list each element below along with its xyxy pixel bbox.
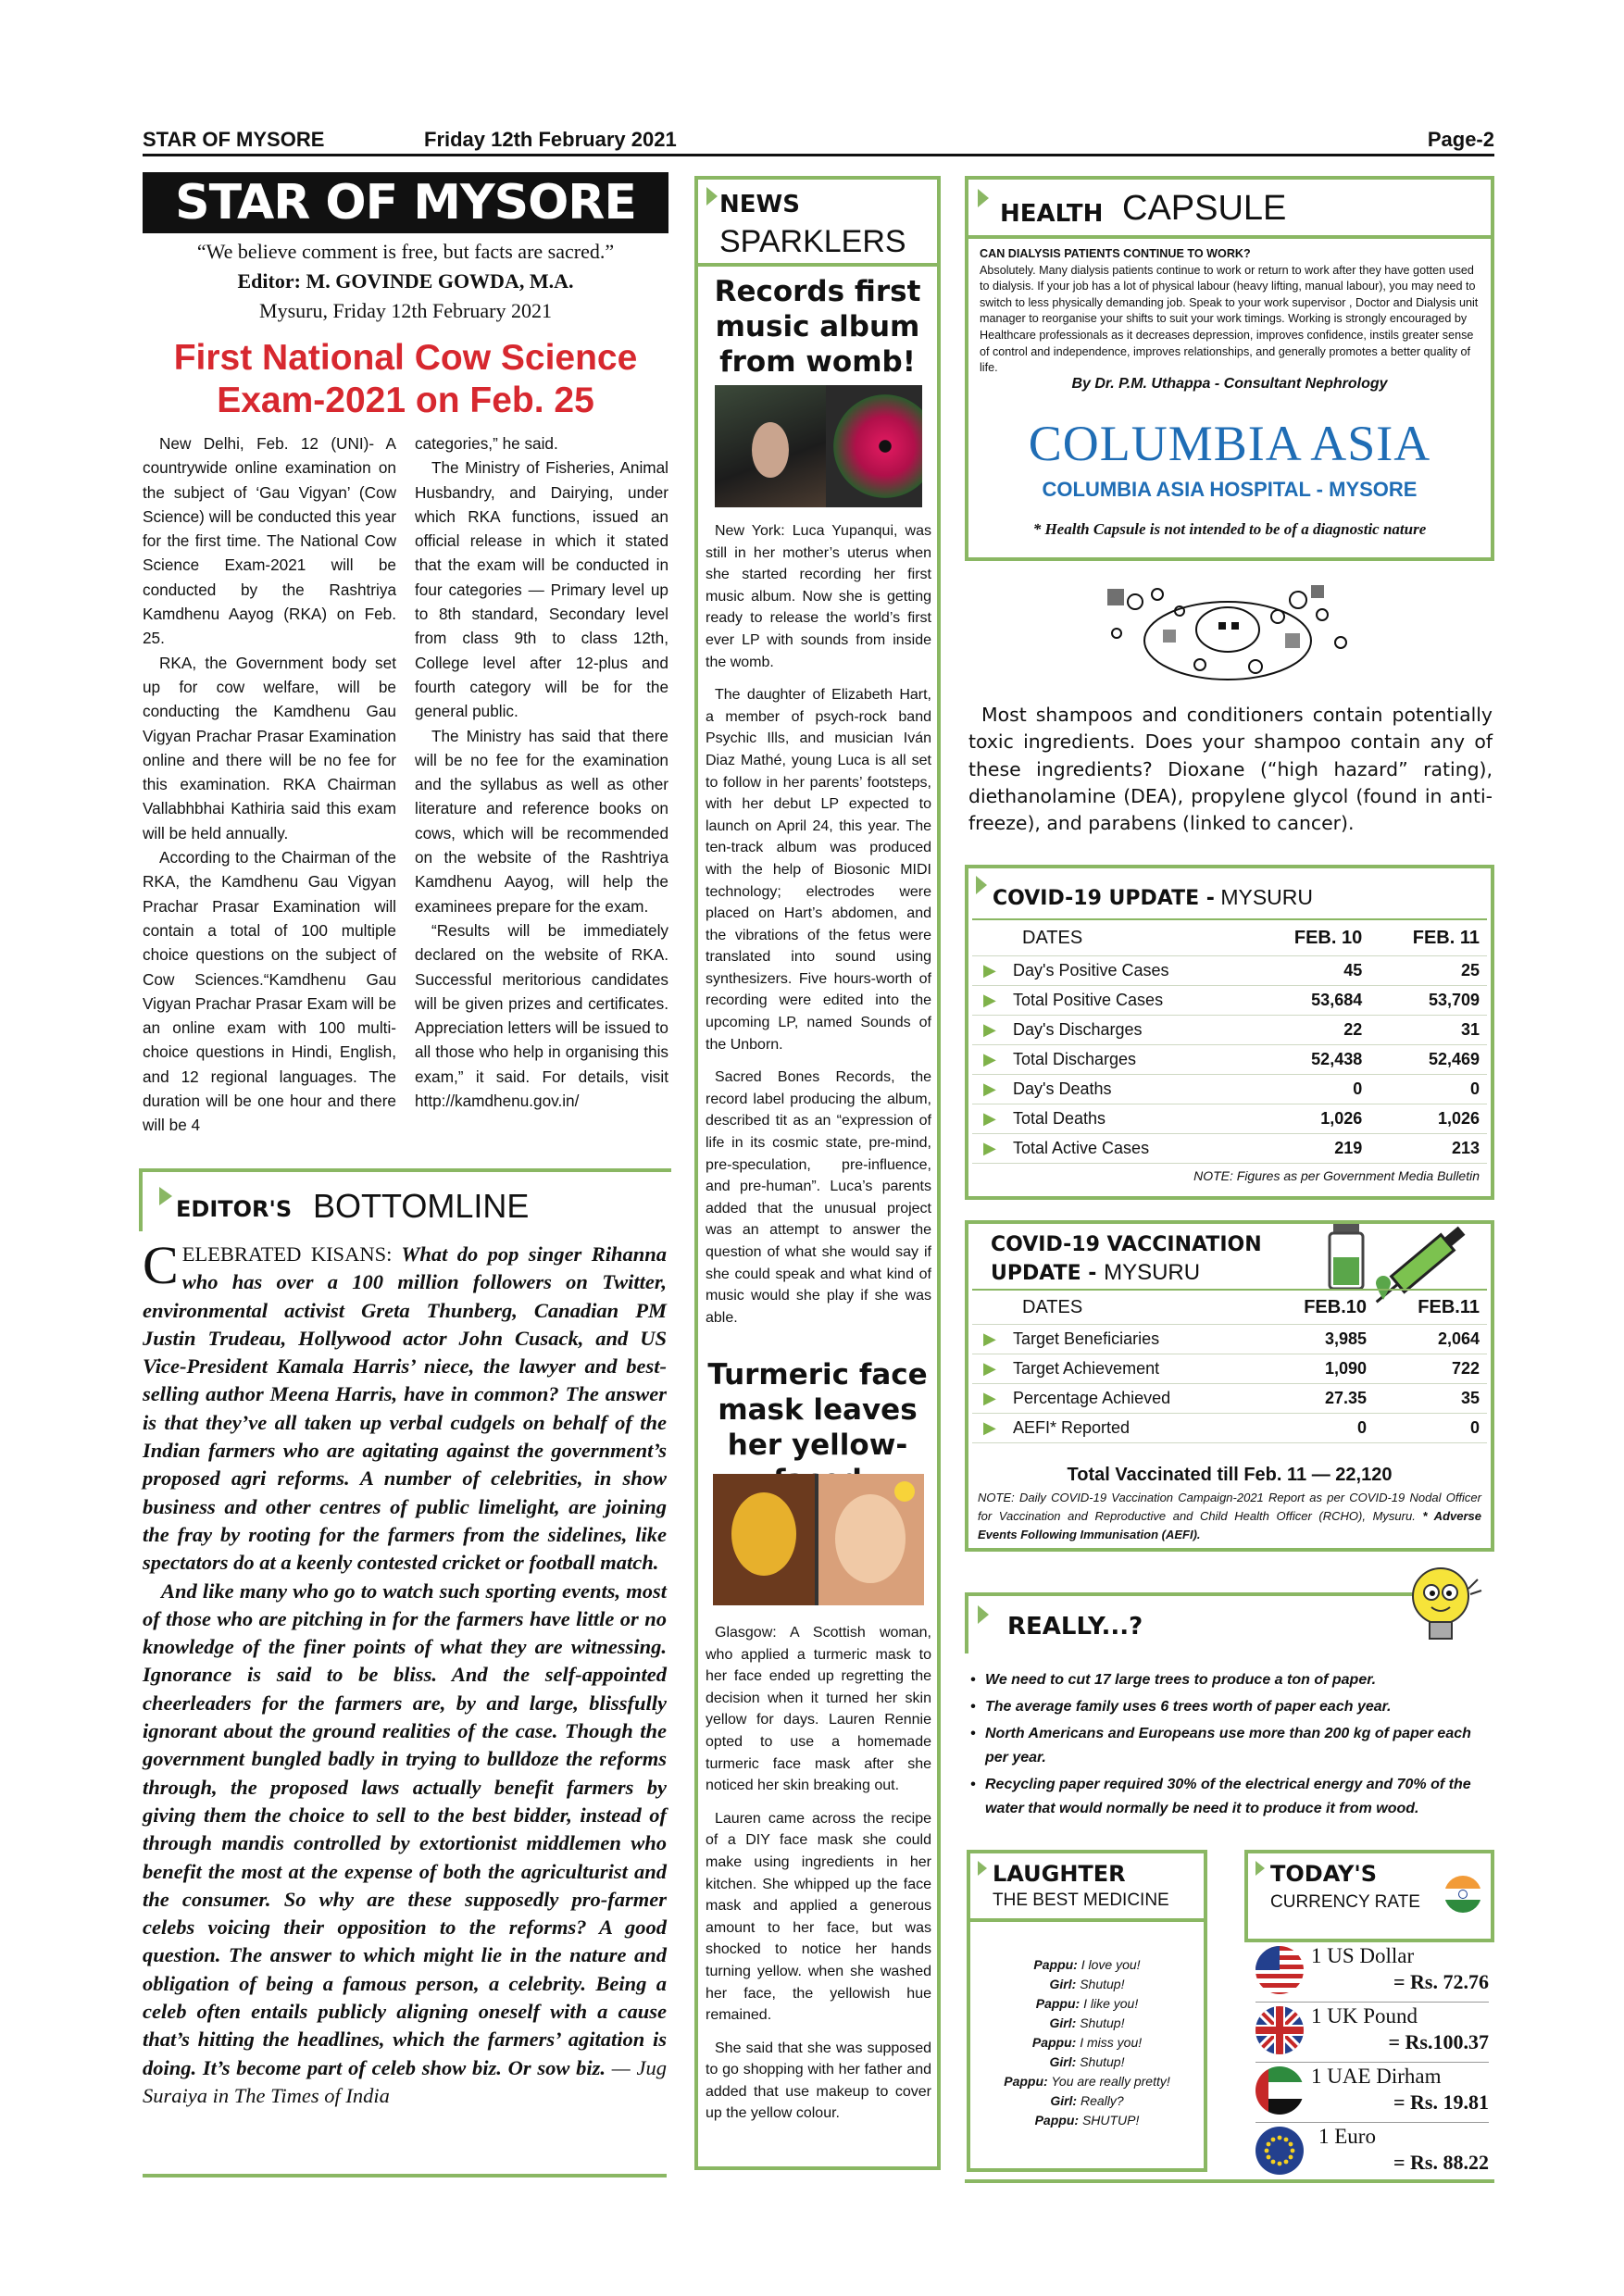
arrow-icon: ▶ — [972, 956, 1006, 986]
list-item: • Recycling paper required 30% of the electrical energy and 70% of the water that would normally be need it to produce it from wood. — [967, 1773, 1493, 1821]
vaccination-note — [978, 1489, 1481, 1544]
arrow-icon — [706, 187, 718, 206]
currency-row — [1255, 2002, 1489, 2062]
health-byline: By Dr. P.M. Uthappa - Consultant Nephrology — [1071, 376, 1388, 392]
speaker: Pappu: — [1033, 1957, 1078, 1972]
cell: 52,469 — [1369, 1045, 1487, 1075]
masthead-dateline: Mysuru, Friday 12th February 2021 — [259, 299, 552, 322]
paragraph: According to the Chairman of the RKA, the Kamdhenu Gau Vigyan Prachar Prasar Examination will contain a total of 100 multiple choice questions on the subject of Cow Sciences.“Kamdhenu Gau Vigyan Prachar Prasar Exam will be an online exam with 100 multi-choice questions in Hindi, English, and 12 regional languages. The duration will be one hour and there will be 4 — [143, 848, 396, 1135]
row-label: Target Beneficiaries — [1006, 1325, 1259, 1354]
paragraph: New York: Luca Yupanqui, was still in her mother’s uterus when she started recording her first music album. Now she is getting ready to release the world’s first ever LP with sounds from inside the womb. — [706, 523, 931, 670]
really-title: REALLY...? — [1007, 1613, 1143, 1641]
vaccination-note-text: NOTE: Daily COVID-19 Vaccination Campaign-2021 Report as per COVID-19 Nodal Officer for Vaccination and Reproductive and Child Health Officer (RCHO), Mysuru. — [978, 1491, 1481, 1523]
shampoo-bubbles-illustration — [1080, 574, 1376, 694]
arrow-icon — [978, 189, 989, 207]
line: Really? — [1080, 2093, 1124, 2108]
arrow-icon — [1255, 1861, 1265, 1876]
vaccination-total: Total Vaccinated till Feb. 11 — 22,120 — [1067, 1465, 1393, 1485]
health-label-bold: HEALTH — [1000, 200, 1104, 228]
uae-flag-icon — [1255, 2066, 1304, 2115]
cell: 53,684 — [1251, 986, 1369, 1016]
india-flag-icon — [1444, 1876, 1481, 1913]
laughter-title: LAUGHTER — [993, 1861, 1126, 1887]
speaker: Girl: — [1049, 1977, 1077, 1991]
column-header: DATES — [972, 1290, 1259, 1325]
editorial-body: And like many who go to watch such sporting events, most of those who are pitching in for the farmers have little or no knowledge of the finer points of what they are witnessing. Ignorance is said to be bliss. And the self-appointed cheerleaders for the farmers are, by and large, blissfully ignorant about the ground realities of the case. Though the government bungled badly in trying to bulldoze the reforms through, the proposed laws actually benefit farmers by giving them the choice to sell to the best bidder, instead of through mandis controlled by extortionist middlemen who benefit the most at the expense of both the agriculturist and the consumer. So why are these supposedly pro-farmer celebs voicing their opposition to the reforms? A good question. The answer to which might lie in the nature and obligation of being a famous person, a celebrity. Being a celeb often entails publicly aligning oneself with a cause that’s hitting the headlines, which the farmers’ agitation is doing. It’s become part of celeb show biz. Or sow biz. — [143, 1578, 667, 2079]
row-label: Day's Deaths — [1006, 1075, 1251, 1104]
laughter-subtitle: THE BEST MEDICINE — [993, 1890, 1169, 1910]
vaccination-title — [991, 1231, 1262, 1288]
speaker: Girl: — [1049, 2015, 1077, 2030]
cell: 27.35 — [1259, 1384, 1374, 1414]
story1-body — [706, 520, 931, 1340]
row-label: Total Active Cases — [1006, 1134, 1251, 1164]
covid-title — [993, 885, 1313, 910]
lightbulb-mascot-icon — [1396, 1561, 1489, 1653]
editorial-credit: — Jug Suraiya in The Times of India — [143, 2055, 667, 2107]
eu-flag-icon — [1255, 2127, 1304, 2175]
paragraph: The Ministry of Fisheries, Animal Husbandry, and Dairying, under which RKA functions, issued an official release in which it stated that the exam will be conducted in four categories — Primary level up to 8th standard, Secondary level from class 9th to class 12th, College level after 12-plus and fourth category will be for the general public. — [415, 458, 668, 721]
paragraph: The Ministry has said that there will be no fee for the examination and the syllabus as well as other literature and reference books on cows, which will be recommended on the website of the Rashtriya Kamdhenu Aayog, will help the examinees prepare for the exam. — [415, 726, 668, 916]
covid-title-city: MYSURU — [1220, 885, 1313, 909]
row-label: Total Positive Cases — [1006, 986, 1251, 1016]
arrow-icon — [976, 876, 987, 894]
joke-text — [970, 1955, 1204, 2130]
cell: 2,064 — [1374, 1325, 1487, 1354]
masthead-editor: Editor: M. GOVINDE GOWDA, M.A. — [237, 269, 574, 293]
divider — [967, 1918, 1207, 1922]
paragraph: She said that she was supposed to go shopping with her father and added that use makeup to cover up the yellow colour. — [706, 2040, 931, 2122]
row-label: Day's Positive Cases — [1006, 956, 1251, 986]
cell: 31 — [1369, 1016, 1487, 1045]
emoji-icon — [894, 1481, 915, 1502]
arrow-icon: ▶ — [972, 1104, 1006, 1134]
speaker: Pappu: — [1035, 1996, 1081, 2011]
news-label-bold: NEWS — [719, 191, 800, 218]
currency-unit: 1 UAE Dirham — [1311, 2065, 1442, 2088]
table-row — [972, 1354, 1487, 1384]
cell: 1,090 — [1259, 1354, 1374, 1384]
arrow-icon: ▶ — [972, 986, 1006, 1016]
headline-line-1: First National Cow Science — [173, 338, 638, 378]
covid-note: NOTE: Figures as per Government Media Bulletin — [1193, 1168, 1480, 1183]
table-row — [972, 1134, 1487, 1164]
paragraph: The daughter of Elizabeth Hart, a member of psych-rock band Psychic Ills, and musician Iván Diaz Mathé, young Luca is all set to follow in her parents’ footsteps, with her debut LP expected to launch on April 24, this year. The ten-track album was produced with the help of Biosonic MIDI technology; electrodes were placed on Hart’s abdomen, and the vibrations of the fetus were translated into sound using synthesizers. Five hours-worth of recording were edited into the upcoming LP, named Sounds of the Unborn. — [706, 687, 931, 1053]
arrow-icon: ▶ — [972, 1384, 1006, 1414]
arrow-icon — [159, 1187, 172, 1205]
currency-list — [1255, 1942, 1489, 2182]
row-label: Target Achievement — [1006, 1354, 1259, 1384]
cell: 35 — [1374, 1384, 1487, 1414]
arrow-icon — [978, 1605, 989, 1624]
speaker: Pappu: — [1034, 2113, 1080, 2128]
arrow-icon: ▶ — [972, 1354, 1006, 1384]
turmeric-photo — [713, 1474, 924, 1605]
cow-article-column-2 — [415, 431, 668, 1113]
covid-table — [972, 918, 1487, 1164]
divider — [143, 2174, 667, 2177]
covid-title-bold: COVID-19 UPDATE - — [993, 887, 1215, 910]
table-row — [972, 1104, 1487, 1134]
editorial-paragraph-1 — [143, 1235, 667, 1578]
line: Shutup! — [1080, 2054, 1125, 2069]
table-row — [972, 1325, 1487, 1354]
health-qa — [980, 246, 1483, 377]
vaccination-note-bold: * Adverse Events Following Immunisation (AEFI). — [978, 1509, 1481, 1541]
table-header-row — [972, 1290, 1487, 1325]
vaccination-title-line-1: COVID-19 VACCINATION — [991, 1233, 1262, 1256]
cell: 22 — [1251, 1016, 1369, 1045]
drop-cap: C — [143, 1235, 179, 1295]
story1-headline: Records first music album from womb! — [714, 275, 921, 379]
currency-row — [1255, 2062, 1489, 2122]
editorial-body: What do pop singer Rihanna who has over a 100 million followers on Twitter, environmental activist Greta Thunberg, Canadian PM Justin Trudeau, Hollywood actor John Cusack, and US Vice-President Kamala Harris’ niece, the lawyer and best-selling author Meena Harris, have in common? The answer is that they’ve all taken up verbal cudgels on behalf of the Indian farmers who are agitating against the government’s proposed agri reforms. A number of celebrities, in show business and other centres of public limelight, are joining the fray by rooting for the farmers from the sidelines, like spectators do at a keenly contested cricket or football match. — [143, 1242, 667, 1575]
paragraph: Glasgow: A Scottish woman, who applied a turmeric mask to her face ended up regretting the decision when it turned her skin yellow for days. Lauren Rennie opted to use a homemade turmeric face mask after she noticed her skin breaking out. — [706, 1625, 931, 1794]
table-row — [972, 1045, 1487, 1075]
editor-label: BOTTOMLINE — [313, 1187, 530, 1225]
hospital-name: COLUMBIA ASIA HOSPITAL - MYSORE — [1042, 478, 1418, 501]
paragraph: Sacred Bones Records, the record label producing the album, described tit as an “expression of life in its cosmic state, pre-mind, pre-speculation, pre-influence, and pre-human”. Luca’s parents added that the unusual project was an attempt to answer the question of what she would say if she could speak and what kind of music would she play if she was able. — [706, 1069, 931, 1326]
paragraph: RKA, the Government body set up for cow welfare, will be conducting the Kamdhenu Gau Vigyan Prachar Prasar Examination online and there will be no fee for this examination. RKA Chairman Vallabhbhai Kathiria said this exam will be held annually. — [143, 653, 396, 842]
list-item: • North Americans and Europeans use more than 200 kg of paper each per year. — [967, 1722, 1493, 1770]
currency-rate: = Rs. 19.81 — [1393, 2090, 1489, 2114]
column-header: DATES — [972, 919, 1251, 956]
masthead-block — [143, 237, 668, 326]
headline-line-2: Exam-2021 on Feb. 25 — [217, 381, 594, 420]
cell: 0 — [1251, 1075, 1369, 1104]
story2-headline: Turmeric face mask leaves her yellow- — [707, 1358, 928, 1462]
currency-subtitle: CURRENCY RATE — [1270, 1892, 1420, 1912]
speaker: Girl: — [1050, 2093, 1078, 2108]
cell: 0 — [1369, 1075, 1487, 1104]
speaker: Girl: — [1049, 2054, 1077, 2069]
cow-article-headline — [143, 337, 668, 422]
currency-unit: 1 Euro — [1318, 2125, 1376, 2148]
columbia-asia-logo: COLUMBIA ASIA — [1028, 416, 1431, 471]
cow-article-column-1 — [143, 431, 396, 1138]
arrow-icon: ▶ — [972, 1045, 1006, 1075]
column-header: FEB.10 — [1259, 1290, 1374, 1325]
news-label: SPARKLERS — [719, 224, 906, 259]
health-question: CAN DIALYSIS PATIENTS CONTINUE TO WORK? — [980, 247, 1251, 260]
paragraph: New Delhi, Feb. 12 (UNI)- A countrywide online examination on the subject of ‘Gau Vigyan’ (Cow Science) will be conducted this year for the first time. The National Cow Science Exam-2021 will be conducted by the Rashtriya Kamdhenu Aayog (RKA) on Feb. 25. — [143, 434, 396, 648]
editorial-text — [143, 1235, 667, 2110]
really-facts — [967, 1668, 1493, 1824]
column-header: FEB. 11 — [1369, 919, 1487, 956]
divider — [965, 235, 1494, 239]
line: I love you! — [1081, 1957, 1141, 1972]
cell: 52,438 — [1251, 1045, 1369, 1075]
divider — [694, 263, 941, 267]
editorial-lead: ELEBRATED KISANS: — [181, 1242, 393, 1266]
list-item: • The average family uses 6 trees worth of paper each year. — [967, 1695, 1493, 1719]
currency-row — [1255, 2122, 1489, 2182]
row-label: Total Discharges — [1006, 1045, 1251, 1075]
divider — [965, 2179, 1494, 2183]
arrow-icon: ▶ — [972, 1016, 1006, 1045]
editorial-paragraph-2 — [143, 1578, 667, 2111]
arrow-icon: ▶ — [972, 1134, 1006, 1164]
album-photo — [715, 385, 922, 507]
paragraph: Lauren came across the recipe of a DIY face mask she could make using ingredients in her kitchen. She whipped up the face mask and applied a generous amount to her face, but was shocked to notice her hands turning yellow. when she washed her face, the yellowish hue remained. — [706, 1810, 931, 2024]
cell: 45 — [1251, 956, 1369, 986]
cell: 219 — [1251, 1134, 1369, 1164]
cell: 722 — [1374, 1354, 1487, 1384]
cell: 213 — [1369, 1134, 1487, 1164]
row-label: AEFI* Reported — [1006, 1414, 1259, 1443]
table-header-row — [972, 919, 1487, 956]
arrow-icon — [978, 1861, 987, 1876]
story2-body — [706, 1622, 931, 2136]
face-shape — [731, 1492, 796, 1576]
currency-row — [1255, 1942, 1489, 2002]
vaccination-title-bold: UPDATE - — [991, 1262, 1097, 1285]
table-row — [972, 1075, 1487, 1104]
us-flag-icon — [1255, 1946, 1304, 1994]
editor-label-bold: EDITOR'S — [176, 1196, 293, 1222]
arrow-icon: ▶ — [972, 1325, 1006, 1354]
table-row — [972, 1384, 1487, 1414]
cell: 0 — [1374, 1414, 1487, 1443]
cell: 3,985 — [1259, 1325, 1374, 1354]
vaccination-title-city: MYSURU — [1104, 1260, 1201, 1285]
row-label: Total Deaths — [1006, 1104, 1251, 1134]
cell: 1,026 — [1369, 1104, 1487, 1134]
currency-rate: = Rs. 88.22 — [1393, 2151, 1489, 2174]
cell: 1,026 — [1251, 1104, 1369, 1134]
table-row — [972, 1016, 1487, 1045]
face-shape — [835, 1494, 906, 1583]
column-header: FEB.11 — [1374, 1290, 1487, 1325]
currency-rate: = Rs.100.37 — [1388, 2030, 1489, 2053]
cell: 25 — [1369, 956, 1487, 986]
currency-title: TODAY'S — [1270, 1861, 1377, 1887]
header-rule — [143, 154, 1494, 156]
speaker: Pappu: — [1031, 2035, 1077, 2050]
masthead-title: STAR OF MYSORE — [143, 172, 668, 233]
speaker: Pappu: — [1004, 2074, 1048, 2089]
editor-bottomline-label-box — [139, 1168, 671, 1231]
health-answer: Absolutely. Many dialysis patients continue to work or return to work after they have gotten used to dialysis. If your job has a lot of physical labour (heavy lifting, manual labour), you may need to switch to less physically demanding job. Speak to your work supervisor , Doctor and Dialysis unit manager to reorganise your shifts to suit your work timings. Working is strongly encouraged by Healthcare professionals as it decreases depression, improves confidence, instils greater sense of control and independence, improves relationships, and generally promotes a better quality of life. — [980, 263, 1479, 375]
uk-flag-icon — [1255, 2006, 1304, 2054]
line: You are really pretty! — [1051, 2074, 1170, 2089]
line: SHUTUP! — [1081, 2113, 1140, 2128]
arrow-icon: ▶ — [972, 1075, 1006, 1104]
line: I miss you! — [1080, 2035, 1143, 2050]
table-row — [972, 956, 1487, 986]
table-row — [972, 1414, 1487, 1443]
masthead-motto: “We believe comment is free, but facts are sacred.” — [196, 240, 615, 263]
health-label: CAPSULE — [1122, 189, 1287, 228]
header-date: Friday 12th February 2021 — [424, 128, 677, 151]
header-page-number: Page-2 — [1427, 128, 1494, 151]
shampoo-text: Most shampoos and conditioners contain potentially toxic ingredients. Does your shampoo contain any of these ingredients? Dioxane (“high hazard” rating), diethanolamine (DEA), propylene glycol (found in anti-freeze), and parabens (linked to cancer). — [968, 704, 1493, 835]
line: Shutup! — [1080, 2015, 1125, 2030]
paragraph: “Results will be immediately declared on the website of RKA. Successful meritorious candidates will be given prizes and certificates. Appreciation letters will be issued to all those who help in organising this exam,” it said. For details, visit http://kamdhenu.gov.in/ — [415, 920, 668, 1111]
cell: 53,709 — [1369, 986, 1487, 1016]
page-header — [143, 120, 1494, 154]
table-row — [972, 986, 1487, 1016]
vinyl-record-icon — [833, 394, 922, 498]
arrow-icon: ▶ — [972, 1414, 1006, 1443]
figure-shape — [752, 422, 789, 478]
currency-unit: 1 UK Pound — [1311, 2004, 1418, 2028]
column-header: FEB. 10 — [1251, 919, 1369, 956]
row-label: Day's Discharges — [1006, 1016, 1251, 1045]
paragraph: categories,” he said. — [415, 434, 558, 453]
health-disclaimer: * Health Capsule is not intended to be of a diagnostic nature — [1032, 520, 1427, 538]
line: Shutup! — [1080, 1977, 1125, 1991]
header-paper-name: STAR OF MYSORE — [143, 128, 325, 151]
currency-rate: = Rs. 72.76 — [1393, 1970, 1489, 1993]
currency-unit: 1 US Dollar — [1311, 1944, 1415, 1967]
cell: 0 — [1259, 1414, 1374, 1443]
list-item: • We need to cut 17 large trees to produce a ton of paper. — [967, 1668, 1493, 1692]
row-label: Percentage Achieved — [1006, 1384, 1259, 1414]
line: I like you! — [1083, 1996, 1139, 2011]
vaccination-table — [972, 1289, 1487, 1443]
